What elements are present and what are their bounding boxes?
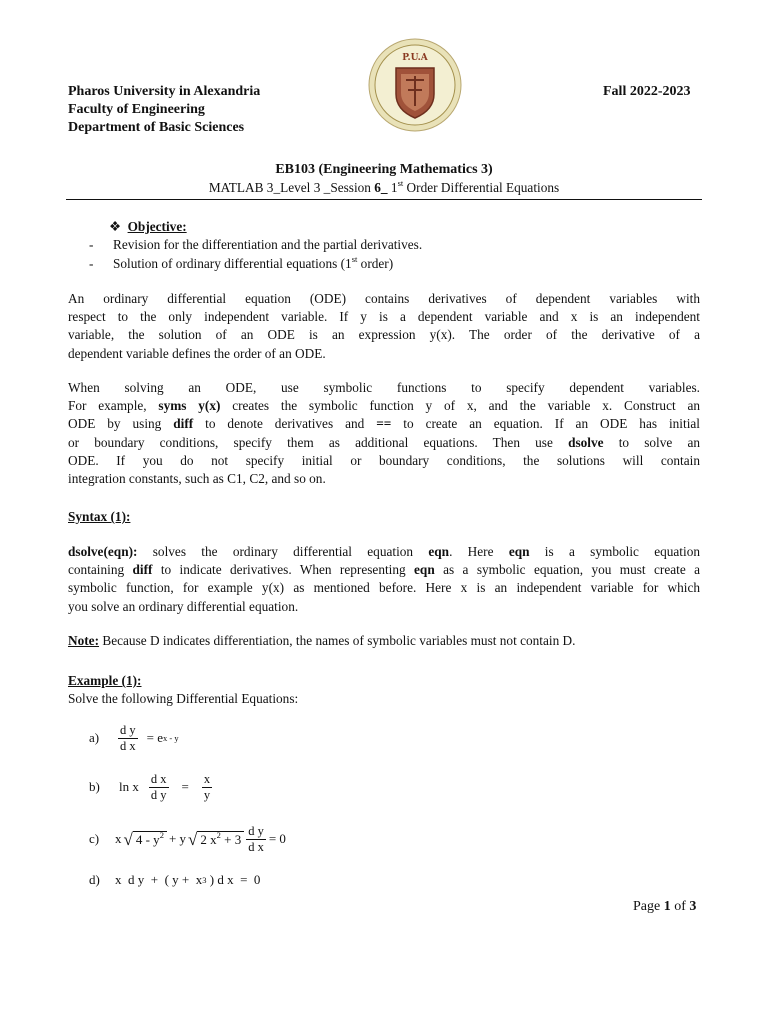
equation-a: a) $\frac{\text{d y}}{\text{d x}}$ = e x - y bbox=[89, 722, 179, 753]
page-number: Page 1 of 3 bbox=[633, 899, 697, 914]
objective-item: - Revision for the differentiation and the partial derivatives. bbox=[89, 237, 423, 252]
equation-d: d) x d y + ( y + x 3 ) d x = 0 bbox=[89, 872, 261, 887]
equation-b: b) ln x $\frac{\text{d x}}{\text{d y}}$ = $\frac{x}{y}$ bbox=[89, 771, 211, 802]
equation-c: c) x √ $4 - y^2$ + y √ 2 $x^2 + 3$ $\frac{\text{d y}}{\text{d x}}$ = 0 bbox=[89, 823, 286, 854]
svg-text:P.U.A: P.U.A bbox=[402, 53, 428, 63]
example-heading: Example (1): bbox=[68, 673, 142, 688]
department-name: Department of Basic Sciences bbox=[68, 120, 245, 135]
title-rule bbox=[66, 199, 702, 200]
syntax-paragraph: dsolve(eqn): solves the ordinary differential equation eqn. Here eqn is a symbolic equation containing diff to indicate derivatives. When representing eqn as a symbolic equation, you must create a symbolic function, for example y(x) as mentioned before. Here x is an independent variable for which you solve an ordinary differential equation. bbox=[68, 544, 701, 614]
objective-heading: ❖ Objective: bbox=[109, 219, 187, 234]
course-title: EB103 (Engineering Mathematics 3) bbox=[275, 162, 493, 177]
objective-item: - Solution of ordinary differential equations (1st order) bbox=[89, 254, 394, 271]
syntax-heading: Syntax (1): bbox=[68, 509, 131, 524]
ode-solving-paragraph: When solving an ODE, use symbolic functions to specify dependent variables. For example, syms y(x) creates the symbolic function y of x, and the variable x. Construct an ODE by using diff to denote derivatives and == to create an equation. If an ODE has initial or boundary conditions, specify them as additional equations. Then use dsolve to solve an ODE. If you do not specify initial or boundary conditions, the solutions will contain integration constants, such as C1, C2, and so on. bbox=[68, 380, 701, 487]
institution-block bbox=[68, 83, 260, 137]
session-number: 6_ bbox=[374, 180, 388, 195]
ode-definition-paragraph: An ordinary differential equation (ODE) contains derivatives of dependent variables with respect to the only independent variable. If y is a dependent variable and x is an independent variable, the solution of an ODE is an expression y(x). The order of the derivative of a dependent variable defines the order of an ODE. bbox=[68, 291, 700, 361]
example-intro: Solve the following Differential Equations: bbox=[68, 691, 299, 706]
diamond-bullet-icon: ❖ bbox=[109, 219, 121, 234]
university-logo bbox=[368, 38, 462, 132]
university-seal-icon bbox=[368, 38, 462, 132]
university-name: Pharos University in Alexandria bbox=[68, 84, 261, 99]
faculty-name: Faculty of Engineering bbox=[68, 102, 205, 117]
note: Note: Because D indicates differentiation, the names of symbolic variables must not contain D. bbox=[68, 633, 576, 648]
term: Fall 2022-2023 bbox=[603, 84, 691, 99]
course-subtitle: MATLAB 3_Level 3 _Session 6_ 1st Order Differential Equations bbox=[208, 178, 560, 195]
